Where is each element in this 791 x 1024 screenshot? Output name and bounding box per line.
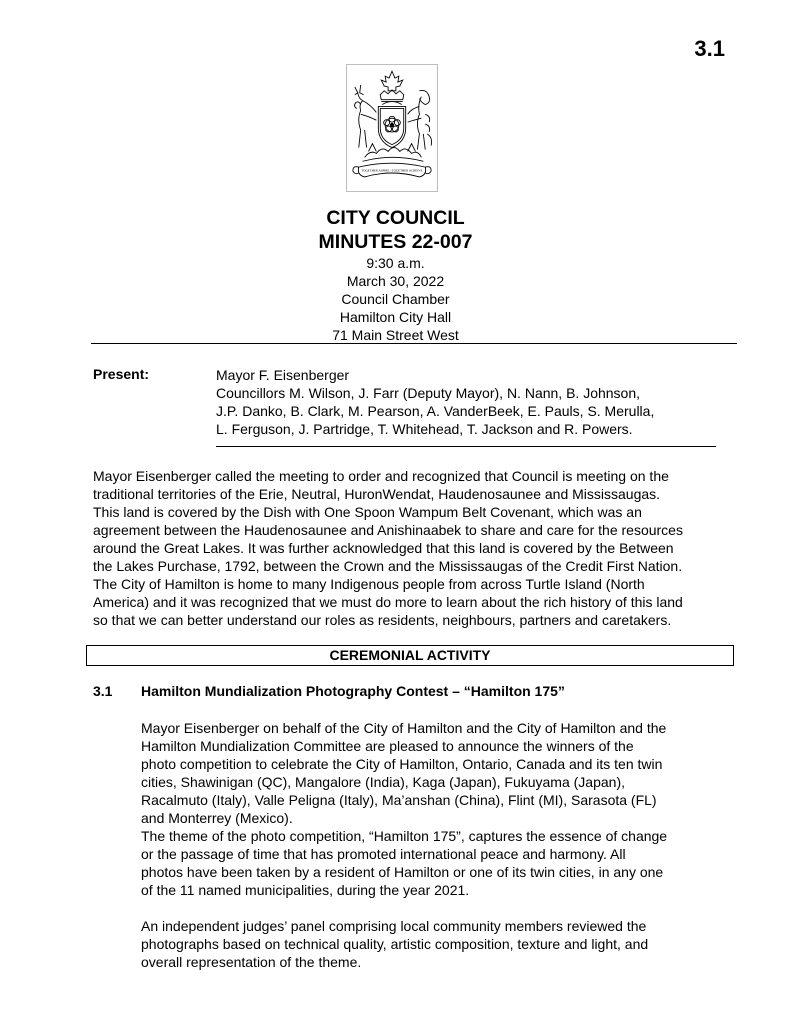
item-body <box>141 719 741 971</box>
paragraph-line: Mayor Eisenberger called the meeting to order and recognized that Council is meeting on the <box>93 468 669 484</box>
paragraph-line: Hamilton Mundialization Committee are pleased to announce the winners of the <box>141 738 634 754</box>
title-block <box>0 206 791 344</box>
item-number: 3.1 <box>93 683 113 699</box>
present-line: J.P. Danko, B. Clark, M. Pearson, A. VanderBeek, E. Pauls, S. Merulla, <box>216 403 655 419</box>
paragraph-line: so that we can better understand our roles as residents, neighbours, partners and caretakers. <box>93 612 672 628</box>
document-title: CITY COUNCIL <box>326 207 465 229</box>
paragraph-line: the Lakes Purchase, 1792, between the Crown and the Mississaugas of the Credit First Nation. <box>93 558 683 574</box>
meeting-time: 9:30 a.m. <box>366 255 425 271</box>
paragraph-line: This land is covered by the Dish with One Spoon Wampum Belt Covenant, which was an <box>93 504 642 520</box>
crest <box>346 64 438 192</box>
paragraph-line: around the Great Lakes. It was further acknowledged that this land is covered by the Between <box>93 540 674 556</box>
paragraph-line: of the 11 named municipalities, during the year 2021. <box>141 882 470 898</box>
meeting-venue: Council Chamber <box>341 291 450 307</box>
coat-of-arms-icon <box>347 65 437 191</box>
present-line: L. Ferguson, J. Partridge, T. Whitehead, T. Jackson and R. Powers. <box>216 421 633 437</box>
item-paragraph-1 <box>141 719 741 899</box>
paragraph-line: or the passage of time that has promoted international peace and harmony. All <box>141 846 626 862</box>
paragraph-line: Racalmuto (Italy), Valle Peligna (Italy), Ma’anshan (China), Flint (MI), Sarasota (FL) <box>141 792 657 808</box>
paragraph-line: photographs based on technical quality, artistic composition, texture and light, and <box>141 936 649 952</box>
present-list <box>216 366 726 438</box>
paragraph-line: and Monterrey (Mexico). <box>141 810 293 826</box>
paragraph-line: The theme of the photo competition, “Hamilton 175”, captures the essence of change <box>141 828 668 844</box>
paragraph-line: traditional territories of the Erie, Neutral, HuronWendat, Haudenosaunee and Mississaugas. <box>93 486 661 502</box>
present-line: Councillors M. Wilson, J. Farr (Deputy Mayor), N. Nann, B. Johnson, <box>216 385 641 401</box>
paragraph-line: overall representation of the theme. <box>141 954 362 970</box>
paragraph-line: cities, Shawinigan (QC), Mangalore (India), Kaga (Japan), Fukuyama (Japan), <box>141 774 625 790</box>
paragraph-line: The City of Hamilton is home to many Indigenous people from across Turtle Island (North <box>93 576 645 592</box>
page-number: 3.1 <box>694 36 725 61</box>
minutes-number: MINUTES 22-007 <box>318 231 473 253</box>
header-divider <box>91 343 737 344</box>
crest-motto: TOGETHER ASPIRE - TOGETHER ACHIEVE <box>361 168 423 173</box>
paragraph-line: photos have been taken by a resident of Hamilton or one of its twin cities, in any one <box>141 864 664 880</box>
meeting-date: March 30, 2022 <box>346 273 445 289</box>
present-label: Present: <box>93 366 150 382</box>
paragraph-line: agreement between the Haudenosaunee and Anishinaabek to share and care for the resources <box>93 522 683 538</box>
paragraph-line: America) and it was recognized that we must do more to learn about the rich history of this land <box>93 594 683 610</box>
item-paragraph-2 <box>141 917 741 971</box>
present-divider <box>216 446 716 447</box>
paragraph-line: An independent judges’ panel comprising local community members reviewed the <box>141 918 647 934</box>
section-header: CEREMONIAL ACTIVITY <box>86 645 734 666</box>
meeting-address: 71 Main Street West <box>332 327 459 343</box>
meeting-building: Hamilton City Hall <box>339 309 452 325</box>
paragraph-line: Mayor Eisenberger on behalf of the City of Hamilton and the City of Hamilton and the <box>141 720 667 736</box>
paragraph-line: photo competition to celebrate the City of Hamilton, Ontario, Canada and its ten twin <box>141 756 663 772</box>
paragraph-gap <box>141 899 741 917</box>
present-line: Mayor F. Eisenberger <box>216 367 350 383</box>
land-acknowledgement <box>93 467 735 629</box>
item-title: Hamilton Mundialization Photography Contest – “Hamilton 175” <box>141 683 565 699</box>
